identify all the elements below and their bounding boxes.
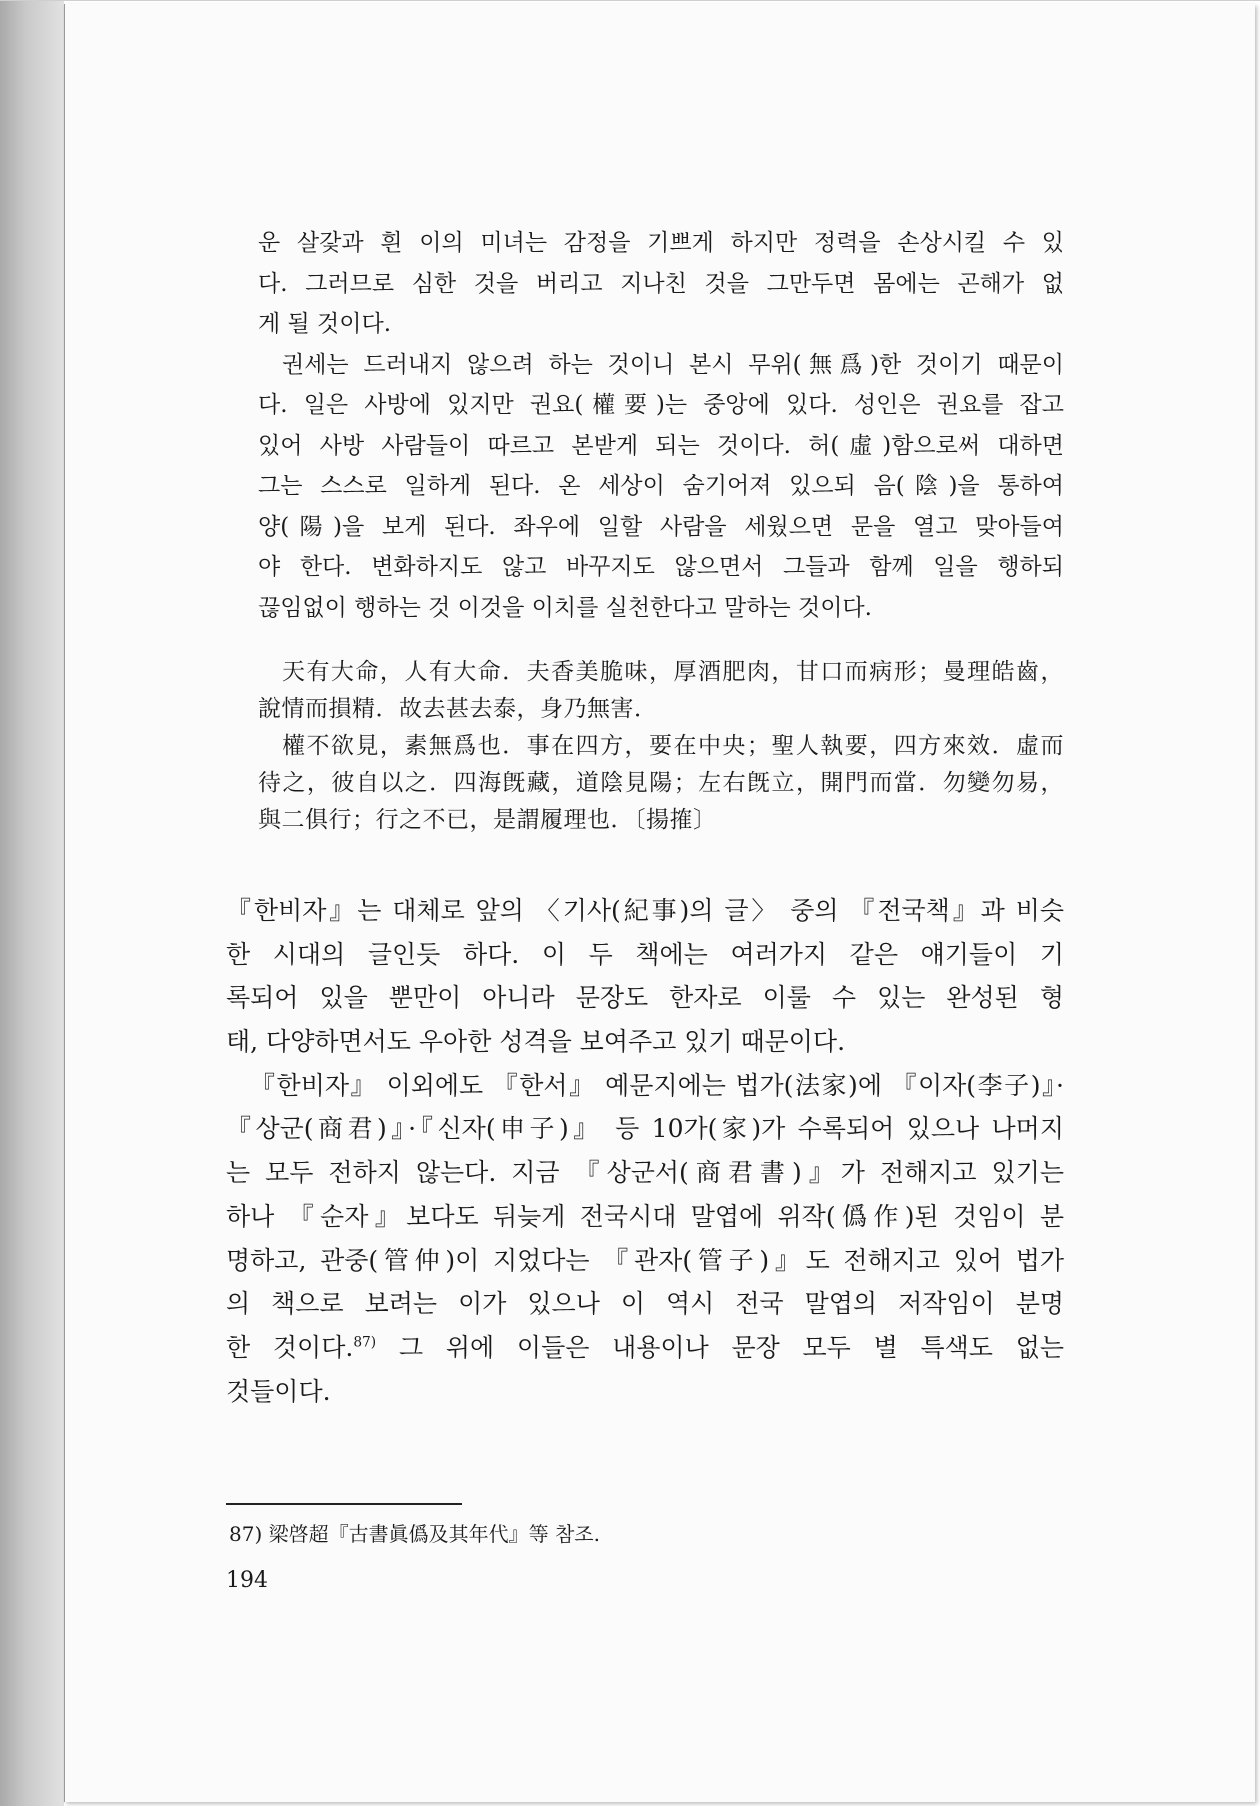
text-line: 양(陽)을 보게 된다. 좌우에 일할 사람을 세웠으면 문을 열고 맞아들여	[258, 513, 1064, 540]
text-line: 다. 일은 사방에 있지만 권요(權要)는 중앙에 있다. 성인은 권요를 잡고	[258, 392, 1064, 418]
text-line: 하나 『순자』보다도 뒤늦게 전국시대 말엽에 위작(僞作)된 것임이 분	[226, 1201, 1064, 1231]
text-line: 록되어 있을 뿐만이 아니라 문장도 한자로 이룰 수 있는 완성된 형	[226, 983, 1064, 1013]
text-line: 그는 스스로 일하게 된다. 온 세상이 숨기어져 있으되 음(陰)을 통하여	[258, 473, 1064, 499]
book-edge	[0, 0, 64, 1806]
text-line: 것들이다.	[226, 1376, 331, 1406]
text-line: 태, 다양하면서도 우아한 성격을 보여주고 있기 때문이다.	[226, 1027, 846, 1057]
page-number: 194	[226, 1568, 268, 1593]
text-line: 待之，彼自以之．四海旣藏，道陰見陽；左右旣立，開門而當．勿變勿易，	[258, 770, 1064, 796]
book-page	[64, 4, 1255, 1802]
text-line: 게 될 것이다.	[258, 311, 392, 337]
text-line: 權不欲見，素無爲也．事在四方，要在中央；聖人執要，四方來效．虛而	[282, 733, 1064, 759]
text-line	[226, 1326, 1064, 1370]
text-line: 『상군(商君)』·『신자(申子)』 등 10가(家)가 수록되어 있으나 나머지	[226, 1114, 1064, 1144]
text-line: 『한비자』 이외에도 『한서』 예문지에는 법가(法家)에 『이자(李子)』·	[250, 1070, 1064, 1100]
text-line: 는 모두 전하지 않는다. 지금 『상군서(商君書)』가 전해지고 있기는	[226, 1158, 1064, 1188]
commentary	[226, 889, 1064, 1413]
text-line: 다. 그러므로 심한 것을 버리고 지나친 것을 그만두면 몸에는 곤해가 없	[258, 270, 1064, 297]
text-segment: 그 위에 이들은 내용이나 문장 모두 별 특색도 없는	[398, 1332, 1064, 1362]
text-line: 한 시대의 글인듯 하다. 이 두 책에는 여러가지 같은 얘기들이 기	[226, 939, 1064, 969]
text-line: 권세는 드러내지 않으려 하는 것이니 본시 무위(無爲)한 것이기 때문이	[282, 351, 1064, 378]
passage-korean	[258, 223, 1064, 628]
text-line: 끊임없이 행하는 것 이것을 이치를 실천한다고 말하는 것이다.	[258, 594, 872, 621]
text-line: 與二俱行；行之不已，是謂履理也．〔揚搉〕	[258, 807, 717, 833]
book-edge-top	[0, 0, 1260, 1]
text-line: 『한비자』는 대체로 앞의 〈기사(紀事)의 글〉 중의 『전국책』과 비슷	[226, 896, 1064, 925]
text-line: 天有大命，人有大命．夫香美脆味，厚酒肥肉，甘口而病形；曼理皓齒，	[282, 659, 1064, 685]
text-line: 있어 사방 사람들이 따르고 본받게 되는 것이다. 허(虛)함으로써 대하면	[258, 432, 1064, 459]
text-segment: 한 것이다.	[226, 1332, 354, 1362]
passage-hanja	[258, 654, 1064, 839]
footnote-marker: 87)	[353, 1334, 377, 1351]
text-line: 說情而損精．故去甚去泰，身乃無害．	[258, 696, 658, 722]
text-line: 운 살갗과 흰 이의 미녀는 감정을 기쁘게 하지만 정력을 손상시킬 수 있	[258, 230, 1064, 256]
text-line: 명하고, 관중(管仲)이 지었다는 『관자(管子)』도 전해지고 있어 법가	[226, 1245, 1064, 1275]
text-line: 의 책으로 보려는 이가 있으나 이 역시 전국 말엽의 저작임이 분명	[226, 1289, 1064, 1319]
footnote: 87) 梁啓超『古書眞僞及其年代』等 참조.	[229, 1522, 600, 1546]
footnote-divider	[226, 1503, 462, 1505]
text-line: 야 한다. 변화하지도 않고 바꾸지도 않으면서 그들과 함께 일을 행하되	[258, 554, 1064, 580]
